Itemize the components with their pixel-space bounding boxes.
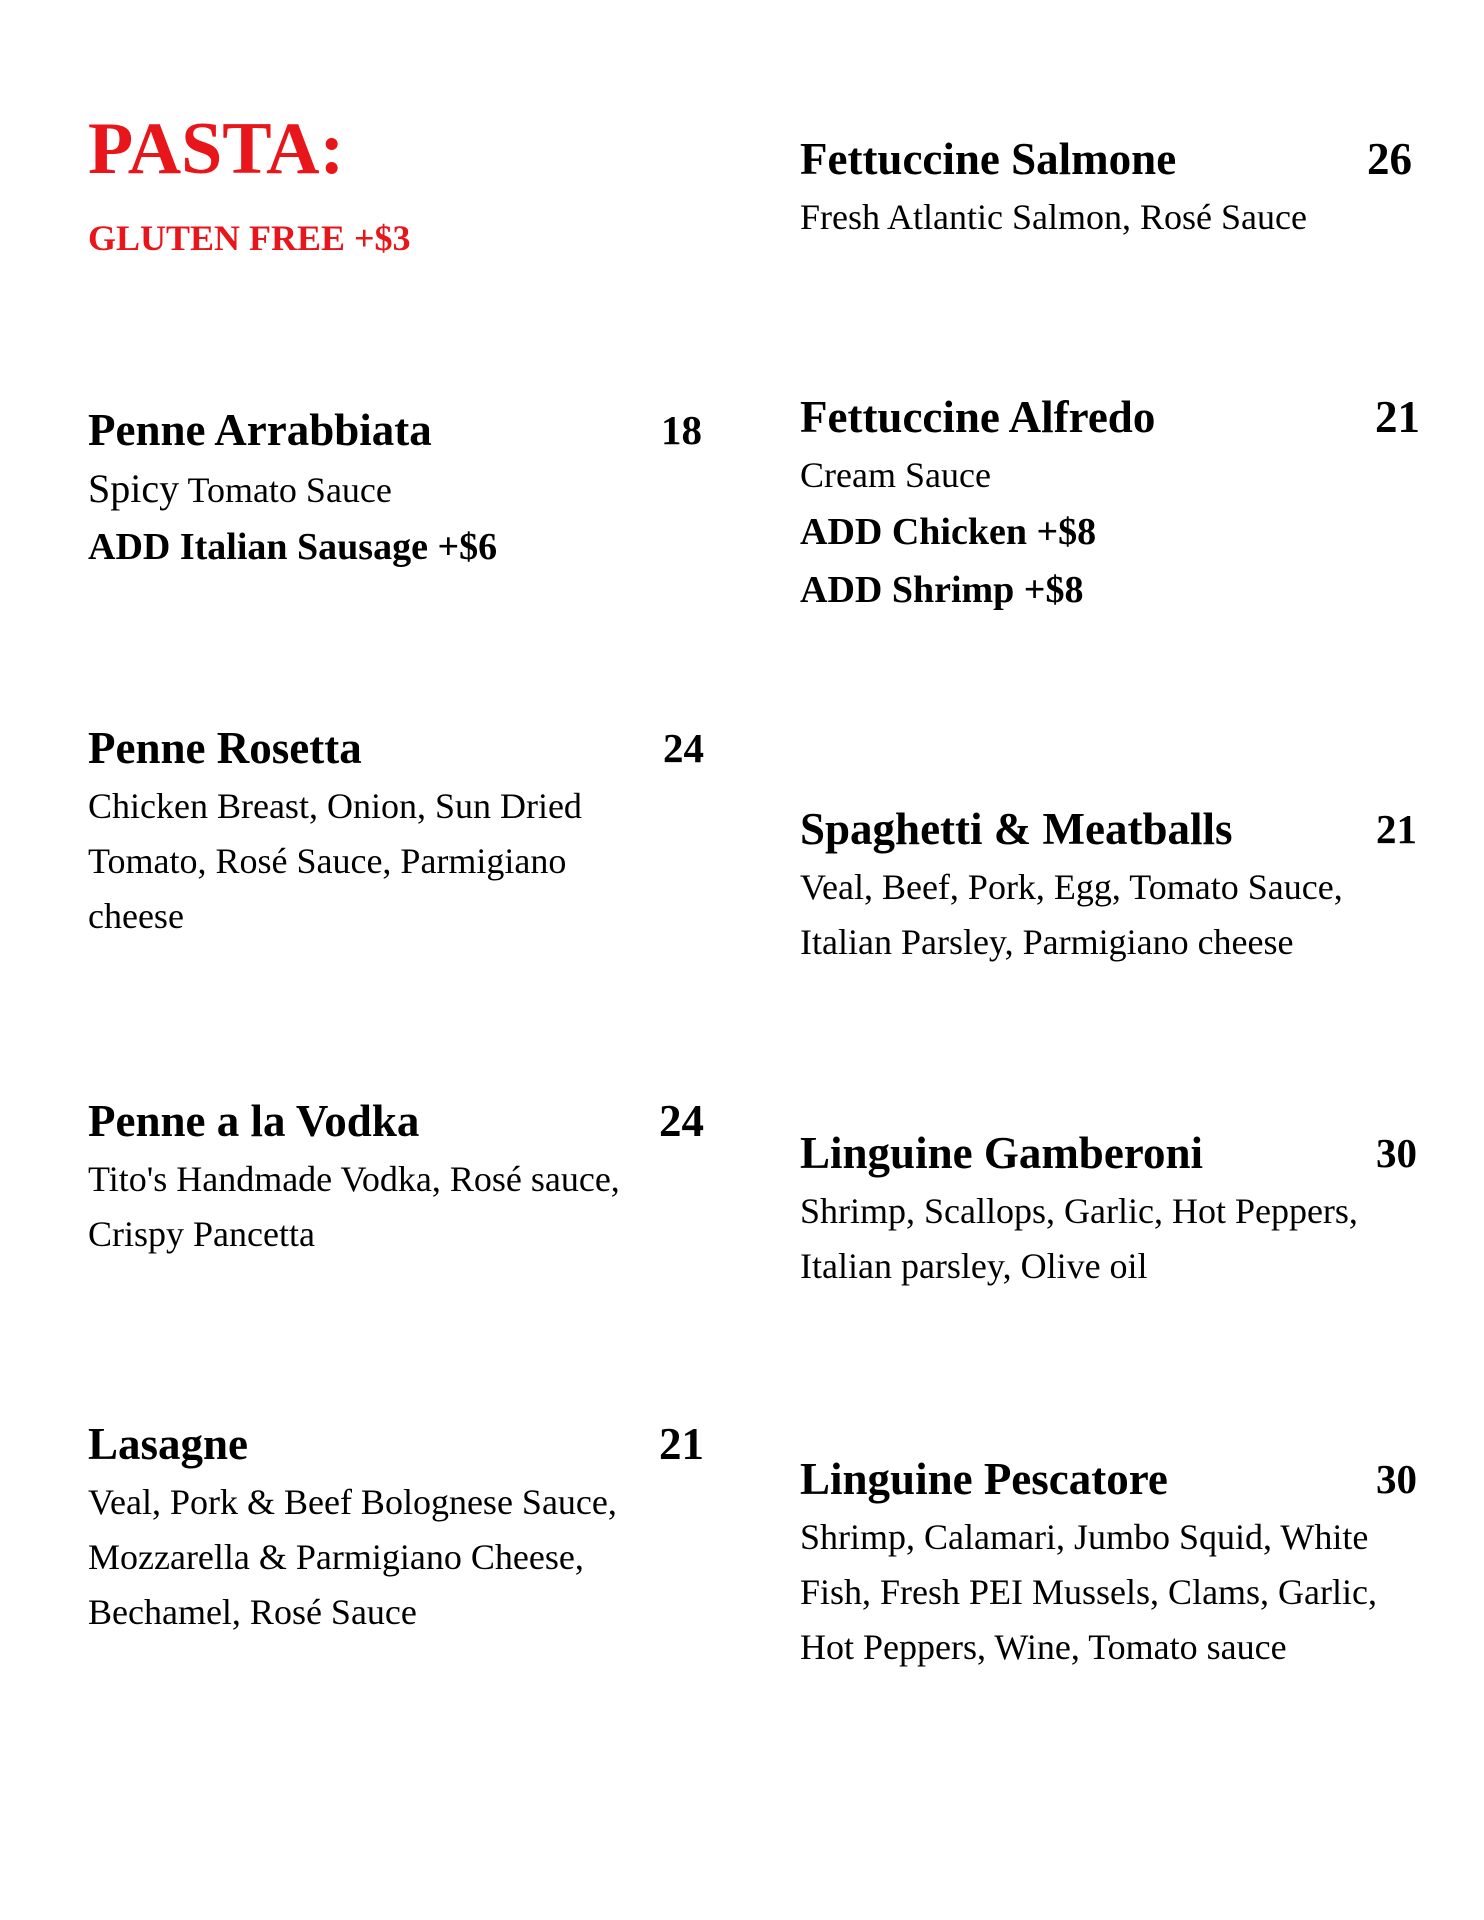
item-description [88,461,708,518]
item-name: Penne a la Vodka [88,1096,420,1146]
menu-item-spaghetti-meatballs [800,800,1420,970]
item-description: Cream Sauce [800,455,991,495]
item-price: 21 [659,1419,704,1469]
item-description: Veal, Pork & Beef Bolognese Sauce, Mozzarella & Parmigiano Cheese, Bechamel, Rosé Sauce [88,1482,617,1632]
menu-item-fettuccine-alfredo [800,388,1420,619]
item-name: Linguine Pescatore [800,1454,1168,1504]
gluten-free-note: GLUTEN FREE +$3 [88,218,411,258]
section-heading [88,108,411,258]
item-add-on: ADD Italian Sausage +$6 [88,526,498,568]
menu-item-lasagne [88,1415,708,1640]
item-description: Fresh Atlantic Salmon, Rosé Sauce [800,197,1307,237]
menu-item-penne-rosetta [88,719,708,944]
menu-item-penne-vodka [88,1092,708,1262]
item-price: 26 [1367,134,1412,184]
item-price: 18 [661,407,702,453]
item-name: Penne Rosetta [88,723,362,773]
item-description: Shrimp, Scallops, Garlic, Hot Peppers, Italian parsley, Olive oil [800,1191,1358,1286]
item-price: 24 [659,1096,704,1146]
item-price: 24 [663,725,704,771]
menu-item-penne-arrabbiata [88,401,708,576]
section-title: PASTA: [88,108,345,190]
item-price: 21 [1375,392,1420,442]
item-description: Shrimp, Calamari, Jumbo Squid, White Fish, Fresh PEI Mussels, Clams, Garlic, Hot Peppers, Wine, Tomato sauce [800,1517,1378,1667]
item-name: Fettuccine Salmone [800,134,1177,184]
item-name: Fettuccine Alfredo [800,392,1156,442]
item-price: 21 [1376,806,1417,852]
item-price: 30 [1376,1130,1417,1176]
item-name: Spaghetti & Meatballs [800,804,1233,854]
item-name: Penne Arrabbiata [88,405,432,455]
item-description: Tito's Handmade Vodka, Rosé sauce, Crispy Pancetta [88,1159,620,1254]
item-description-part: Spicy [88,466,180,511]
item-add-on: ADD Chicken +$8 [800,511,1097,553]
menu-item-linguine-pescatore [800,1450,1420,1675]
item-description-part: Tomato Sauce [179,470,392,510]
item-description: Chicken Breast, Onion, Sun Dried Tomato, Rosé Sauce, Parmigiano cheese [88,786,582,936]
menu-item-fettuccine-salmone [800,130,1420,245]
menu-item-linguine-gamberoni [800,1124,1420,1294]
item-add-on: ADD Shrimp +$8 [800,569,1084,611]
item-description: Veal, Beef, Pork, Egg, Tomato Sauce, Italian Parsley, Parmigiano cheese [800,867,1343,962]
item-name: Linguine Gamberoni [800,1128,1204,1178]
item-name: Lasagne [88,1419,249,1469]
item-price: 30 [1376,1456,1417,1502]
